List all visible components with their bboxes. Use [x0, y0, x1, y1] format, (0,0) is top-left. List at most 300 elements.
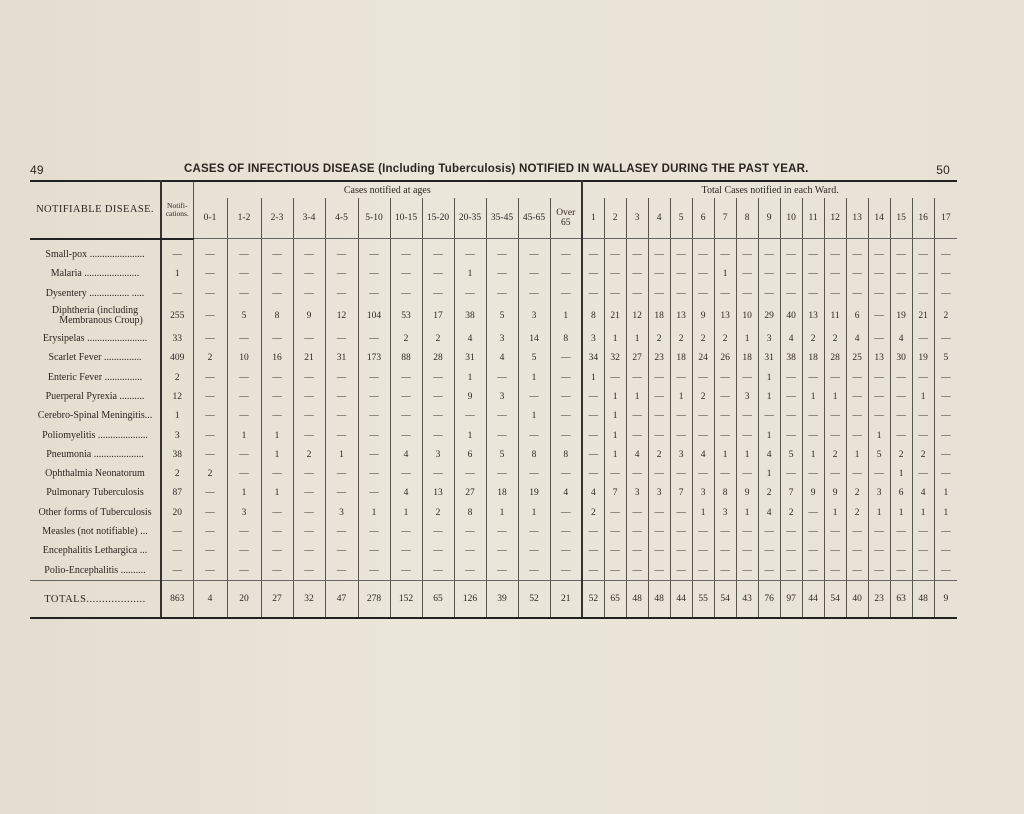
ward-cell: —	[912, 561, 934, 581]
ward-cell: —	[890, 522, 912, 541]
ward-cell: —	[802, 522, 824, 541]
age-cell: —	[293, 542, 325, 561]
age-cell: 5	[486, 445, 518, 464]
age-cell: —	[358, 329, 390, 348]
age-cell: —	[193, 246, 227, 265]
disease-name-line: Poliomyelitis ....................	[42, 429, 148, 441]
disease-name-line: Pulmonary Tuberculosis	[46, 487, 144, 499]
ward-cell: —	[890, 265, 912, 284]
totals-age-cell: 278	[358, 581, 390, 619]
ward-cell: —	[604, 368, 626, 387]
age-cell: 4	[486, 349, 518, 368]
age-cell: 5	[227, 303, 261, 329]
ward-cell: —	[780, 522, 802, 541]
age-cell: 3	[422, 445, 454, 464]
ward-cell: 3	[714, 503, 736, 522]
disease-name-line: Dysentery ................ .....	[45, 287, 145, 299]
age-cell: 28	[422, 349, 454, 368]
ward-cell: —	[582, 407, 604, 426]
age-column-header: 1-2	[227, 198, 261, 239]
age-cell: —	[422, 284, 454, 303]
age-cell: —	[193, 445, 227, 464]
ward-cell: —	[736, 368, 758, 387]
ward-cell: —	[714, 284, 736, 303]
disease-name	[30, 503, 161, 522]
age-cell: —	[486, 464, 518, 483]
ward-cell: —	[912, 426, 934, 445]
totals-ward-cell: 9	[934, 581, 957, 619]
age-cell: —	[454, 284, 486, 303]
ward-column-header: 3	[626, 198, 648, 239]
ward-cell: 28	[824, 349, 846, 368]
age-cell: —	[390, 561, 422, 581]
age-cell: 6	[454, 445, 486, 464]
age-cell: —	[325, 464, 358, 483]
disease-name	[30, 284, 161, 303]
age-cell: —	[358, 387, 390, 406]
age-cell: 21	[293, 349, 325, 368]
age-cell: —	[518, 246, 550, 265]
ward-cell: 1	[736, 445, 758, 464]
totals-age-cell: 65	[422, 581, 454, 619]
ward-cell: 4	[780, 329, 802, 348]
ward-column-header: 4	[648, 198, 670, 239]
age-cell: —	[358, 284, 390, 303]
age-cell: 8	[550, 329, 582, 348]
ward-cell: 1	[758, 464, 780, 483]
age-cell: —	[358, 445, 390, 464]
table-row	[30, 349, 957, 368]
ward-cell: —	[758, 561, 780, 581]
age-cell: —	[454, 522, 486, 541]
ward-cell: —	[824, 407, 846, 426]
age-cell: —	[486, 284, 518, 303]
age-cell: —	[293, 464, 325, 483]
age-cell: —	[227, 368, 261, 387]
ward-cell: —	[824, 522, 846, 541]
age-cell: —	[518, 426, 550, 445]
age-cell: —	[261, 387, 293, 406]
age-cell: —	[261, 542, 293, 561]
age-cell: —	[486, 426, 518, 445]
age-cell: 4	[390, 484, 422, 503]
ward-cell: —	[868, 387, 890, 406]
age-cell: 13	[422, 484, 454, 503]
ward-cell: 38	[780, 349, 802, 368]
age-cell: 1	[550, 303, 582, 329]
age-cell: —	[325, 407, 358, 426]
notifications-cell: —	[161, 284, 193, 303]
ward-cell: —	[604, 522, 626, 541]
age-cell: —	[550, 387, 582, 406]
ward-cell: 3	[758, 329, 780, 348]
ward-cell: —	[736, 407, 758, 426]
disease-name-line: Enteric Fever ...............	[47, 371, 143, 383]
disease-name	[30, 484, 161, 503]
ward-cell: —	[780, 542, 802, 561]
age-cell: 2	[193, 349, 227, 368]
ward-cell: 2	[846, 503, 868, 522]
ward-cell: 1	[604, 387, 626, 406]
ward-cell: 1	[912, 387, 934, 406]
ward-cell: —	[692, 522, 714, 541]
age-cell: —	[390, 426, 422, 445]
totals-ward-cell: 48	[912, 581, 934, 619]
ward-cell: —	[868, 522, 890, 541]
ward-cell: —	[824, 464, 846, 483]
age-cell: —	[358, 265, 390, 284]
totals-ward-cell: 23	[868, 581, 890, 619]
age-cell: —	[518, 387, 550, 406]
ward-cell: 7	[604, 484, 626, 503]
ward-cell: —	[941, 391, 951, 402]
ward-cell: 19	[912, 349, 934, 368]
ward-cell: —	[868, 265, 890, 284]
ward-cell: 2	[780, 503, 802, 522]
ward-cell: —	[604, 503, 626, 522]
age-column-header: 15-20	[422, 198, 454, 239]
ward-column-header: 7	[714, 198, 736, 239]
ward-cell: —	[846, 464, 868, 483]
age-cell: —	[193, 561, 227, 581]
age-cell: 4	[390, 445, 422, 464]
ward-cell: 12	[626, 303, 648, 329]
ward-cell: 1	[626, 329, 648, 348]
age-cell: —	[390, 368, 422, 387]
age-cell: —	[293, 265, 325, 284]
ward-cell: —	[868, 542, 890, 561]
ward-cell: 13	[714, 303, 736, 329]
age-cell: —	[193, 522, 227, 541]
ward-cell: —	[626, 284, 648, 303]
ward-cell: —	[890, 542, 912, 561]
table-row	[30, 484, 957, 503]
age-cell: —	[390, 246, 422, 265]
age-cell: —	[227, 265, 261, 284]
disease-column-header: NOTIFIABLE DISEASE.	[30, 181, 161, 239]
age-cell: 104	[358, 303, 390, 329]
ward-cell: —	[648, 265, 670, 284]
age-cell: 5	[518, 349, 550, 368]
ward-cell: —	[582, 561, 604, 581]
age-cell: —	[193, 284, 227, 303]
age-cell: —	[550, 265, 582, 284]
age-cell: 1	[358, 503, 390, 522]
ward-cell: —	[714, 464, 736, 483]
age-cell: —	[550, 561, 582, 581]
age-column-header: 0-1	[193, 198, 227, 239]
ward-column-header: 14	[868, 198, 890, 239]
ward-cell: —	[626, 522, 648, 541]
ward-cell: 5	[943, 353, 949, 364]
ward-cell: 1	[868, 426, 890, 445]
ward-cell: 1	[604, 329, 626, 348]
ward-cell: 1	[824, 387, 846, 406]
ward-cell: 3	[692, 484, 714, 503]
ward-cell: 23	[648, 349, 670, 368]
age-cell: 2	[193, 464, 227, 483]
age-cell: —	[325, 561, 358, 581]
age-cell: —	[550, 426, 582, 445]
age-cell: —	[325, 387, 358, 406]
ward-cell: —	[912, 329, 934, 348]
disease-name-line: Scarlet Fever ...............	[48, 352, 142, 364]
age-cell: —	[261, 407, 293, 426]
ward-cell: —	[802, 464, 824, 483]
ward-cell: 1	[943, 488, 949, 499]
ward-cell: —	[670, 542, 692, 561]
age-cell: —	[193, 368, 227, 387]
ward-cell: —	[846, 387, 868, 406]
ward-cell: 2	[648, 445, 670, 464]
ward-cell: —	[890, 387, 912, 406]
age-cell: 31	[325, 349, 358, 368]
ward-cell: —	[626, 426, 648, 445]
ward-cell: 1	[736, 503, 758, 522]
ward-cell: 7	[670, 484, 692, 503]
disease-name	[30, 464, 161, 483]
ward-cell: 4	[692, 445, 714, 464]
ward-cell: 1	[758, 368, 780, 387]
totals-age-cell: 126	[454, 581, 486, 619]
ward-cell: 1	[824, 503, 846, 522]
totals-ward-cell: 63	[890, 581, 912, 619]
age-cell: —	[422, 246, 454, 265]
age-column-header: 3-4	[293, 198, 325, 239]
age-cell: —	[550, 349, 582, 368]
notifications-cell: 20	[161, 503, 193, 522]
ward-cell: 1	[714, 445, 736, 464]
ward-cell: —	[582, 522, 604, 541]
ward-cell: —	[890, 407, 912, 426]
table-row	[30, 503, 957, 522]
notifications-cell: 255	[161, 303, 193, 329]
ward-column-header: 8	[736, 198, 758, 239]
ward-cell: 24	[692, 349, 714, 368]
age-cell: 1	[261, 426, 293, 445]
ward-cell: —	[890, 246, 912, 265]
ward-column-header: 6	[692, 198, 714, 239]
ward-cell: —	[868, 407, 890, 426]
age-cell: 3	[325, 503, 358, 522]
age-cell: —	[550, 503, 582, 522]
ward-cell: —	[582, 464, 604, 483]
ward-cell: —	[758, 542, 780, 561]
age-cell: 1	[325, 445, 358, 464]
age-cell: —	[293, 329, 325, 348]
ward-cell: —	[604, 265, 626, 284]
ward-cell: 3	[582, 329, 604, 348]
ward-column-header: 10	[780, 198, 802, 239]
age-cell: —	[261, 265, 293, 284]
age-cell: —	[293, 503, 325, 522]
age-cell: —	[261, 464, 293, 483]
ward-cell: —	[941, 372, 951, 383]
ward-cell: 10	[736, 303, 758, 329]
ward-cell: —	[802, 265, 824, 284]
age-cell: —	[325, 284, 358, 303]
ward-cell: —	[802, 542, 824, 561]
totals-notifications-cell: 863	[161, 581, 193, 619]
ward-cell: —	[648, 503, 670, 522]
age-cell: —	[227, 522, 261, 541]
ward-cell: —	[802, 407, 824, 426]
ward-cell: 5	[780, 445, 802, 464]
totals-ward-cell: 76	[758, 581, 780, 619]
ward-cell: —	[692, 265, 714, 284]
notifications-cell: 1	[161, 265, 193, 284]
age-cell: —	[550, 522, 582, 541]
ward-cell: —	[802, 503, 824, 522]
ward-cell: —	[604, 246, 626, 265]
totals-age-cell: 21	[550, 581, 582, 619]
ward-cell: 1	[670, 387, 692, 406]
totals-age-cell: 152	[390, 581, 422, 619]
ward-cell: —	[868, 303, 890, 329]
ward-column-header: 13	[846, 198, 868, 239]
notifications-cell: —	[161, 561, 193, 581]
age-cell: —	[550, 407, 582, 426]
page-title: CASES OF INFECTIOUS DISEASE (Including Tuberculosis) NOTIFIED IN WALLASEY DURING THE PAST YEAR.	[184, 163, 809, 175]
age-cell: —	[486, 407, 518, 426]
ward-cell: —	[890, 284, 912, 303]
disease-name	[30, 265, 161, 284]
age-cell: 1	[454, 265, 486, 284]
age-cell: —	[358, 407, 390, 426]
ward-cell: —	[714, 387, 736, 406]
age-cell: 3	[486, 387, 518, 406]
ward-cell: —	[912, 246, 934, 265]
totals-age-cell: 47	[325, 581, 358, 619]
ward-cell: —	[941, 449, 951, 460]
ward-cell: 8	[714, 484, 736, 503]
age-cell: —	[261, 503, 293, 522]
table-row	[30, 522, 957, 541]
ward-column-header: 11	[802, 198, 824, 239]
disease-name	[30, 445, 161, 464]
ward-cell: —	[714, 368, 736, 387]
table-row	[30, 407, 957, 426]
age-cell: —	[390, 542, 422, 561]
disease-name	[30, 246, 161, 265]
age-cell: 8	[518, 445, 550, 464]
ward-cell: 9	[824, 484, 846, 503]
ward-cell: —	[582, 265, 604, 284]
age-cell: —	[193, 407, 227, 426]
age-cell: —	[550, 368, 582, 387]
age-cell: —	[193, 503, 227, 522]
ward-cell: 13	[670, 303, 692, 329]
age-cell: —	[358, 426, 390, 445]
totals-ward-cell: 52	[582, 581, 604, 619]
ward-cell: —	[802, 426, 824, 445]
age-cell: 1	[518, 503, 550, 522]
age-cell: —	[193, 329, 227, 348]
age-cell: —	[454, 561, 486, 581]
ward-cell: —	[941, 334, 951, 345]
table-row	[30, 368, 957, 387]
age-cell: —	[518, 522, 550, 541]
age-cell: —	[293, 561, 325, 581]
ward-cell: —	[648, 407, 670, 426]
disease-name-line: Ophthalmia Neonatorum	[45, 468, 145, 480]
age-cell: 1	[518, 407, 550, 426]
ward-cell: 1	[890, 503, 912, 522]
ward-cell: —	[736, 265, 758, 284]
totals-ward-cell: 40	[846, 581, 868, 619]
ward-cell: 1	[802, 387, 824, 406]
notifications-column-header: Notifi-cations.	[161, 181, 193, 239]
ward-cell: —	[941, 430, 951, 441]
totals-ward-cell: 55	[692, 581, 714, 619]
disease-name-line: Other forms of Tuberculosis	[38, 506, 152, 518]
table-row	[30, 329, 957, 348]
notifications-cell: —	[161, 542, 193, 561]
ward-cell: —	[692, 542, 714, 561]
ward-cell: —	[802, 561, 824, 581]
age-cell: 18	[486, 484, 518, 503]
ward-cell: 1	[846, 445, 868, 464]
ward-cell: —	[692, 368, 714, 387]
ward-cell: —	[714, 407, 736, 426]
age-cell: —	[325, 522, 358, 541]
ward-cell: —	[780, 561, 802, 581]
age-cell: —	[422, 265, 454, 284]
ward-cell: 1	[890, 464, 912, 483]
ward-cell: —	[648, 522, 670, 541]
ward-cell: 21	[912, 303, 934, 329]
ward-cell: —	[714, 426, 736, 445]
age-cell: —	[486, 246, 518, 265]
ward-cell: 18	[648, 303, 670, 329]
ward-cell: 2	[582, 503, 604, 522]
age-cell: —	[422, 522, 454, 541]
ward-cell: —	[846, 561, 868, 581]
ward-cell: —	[714, 542, 736, 561]
ward-cell: 1	[604, 426, 626, 445]
age-cell: —	[261, 284, 293, 303]
ward-cell: —	[780, 464, 802, 483]
ward-cell: —	[912, 265, 934, 284]
ward-cell: 2	[692, 387, 714, 406]
age-cell: —	[227, 387, 261, 406]
ward-cell: —	[714, 246, 736, 265]
ward-cell: 19	[890, 303, 912, 329]
disease-name	[30, 542, 161, 561]
age-cell: —	[227, 407, 261, 426]
disease-name-line: Cerebro-Spinal Meningitis...	[37, 410, 153, 422]
ward-cell: 30	[890, 349, 912, 368]
ward-cell: —	[802, 368, 824, 387]
age-cell: —	[486, 542, 518, 561]
ward-cell: —	[604, 284, 626, 303]
age-cell: —	[358, 561, 390, 581]
ward-cell: 40	[780, 303, 802, 329]
age-cell: —	[358, 542, 390, 561]
ward-cell: 26	[714, 349, 736, 368]
totals-age-cell: 39	[486, 581, 518, 619]
age-cell: 14	[518, 329, 550, 348]
totals-age-cell: 27	[261, 581, 293, 619]
age-cell: —	[293, 407, 325, 426]
ward-cell: —	[868, 329, 890, 348]
ward-cell: 1	[758, 426, 780, 445]
ward-cell: —	[824, 542, 846, 561]
wards-group-header: Total Cases notified in each Ward.	[701, 184, 839, 196]
totals-age-cell: 4	[193, 581, 227, 619]
ward-cell: —	[692, 407, 714, 426]
age-cell: —	[293, 426, 325, 445]
